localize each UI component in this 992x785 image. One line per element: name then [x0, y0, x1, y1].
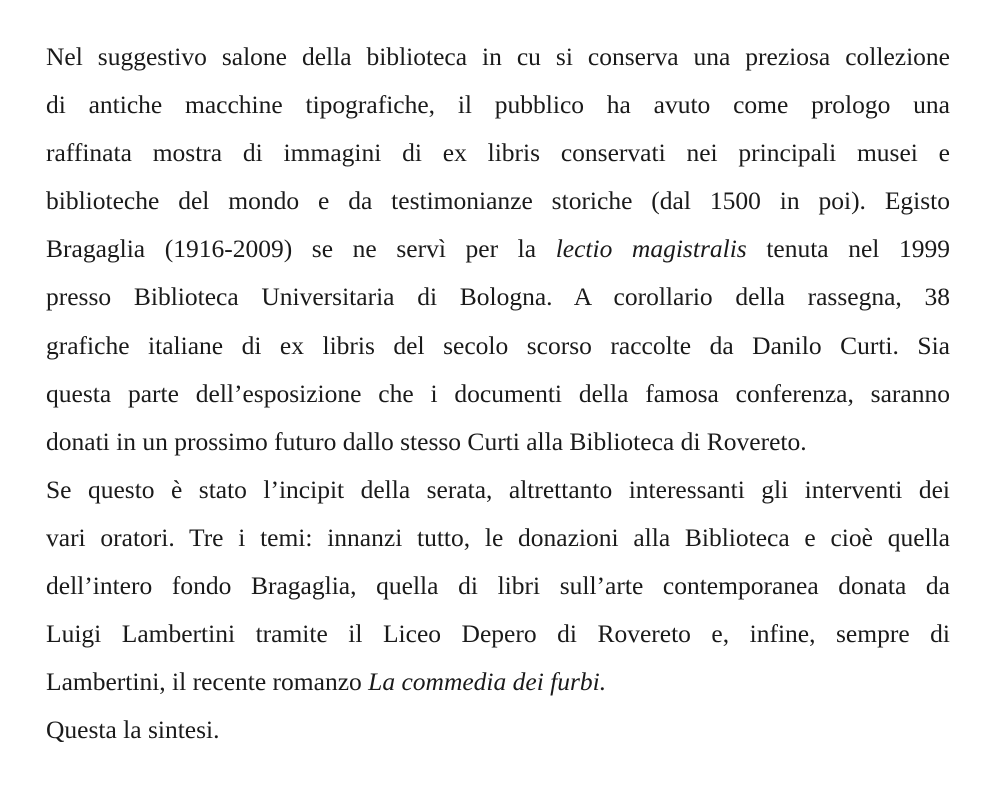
text-line	[46, 129, 950, 177]
text-line	[46, 610, 950, 658]
text-line	[46, 81, 950, 129]
body-text	[46, 33, 950, 754]
text-segment: Questa la sintesi.	[46, 715, 220, 745]
text-line	[46, 177, 950, 225]
text-segment: Luigi Lambertini tramite il Liceo Depero di Rovereto e, infine, sempre di	[46, 619, 950, 649]
text-segment: Lambertini, il recente romanzo	[46, 667, 369, 697]
text-line	[46, 225, 950, 273]
text-segment: Se questo è stato l’incipit della serata, altrettanto interessanti gli interventi dei	[46, 474, 950, 504]
text-segment: biblioteche del mondo e da testimonianze storiche (dal 1500 in poi). Egisto	[46, 186, 950, 216]
text-line	[46, 658, 950, 706]
text-line	[46, 562, 950, 610]
text-line	[46, 514, 950, 562]
italic-text: lectio magistralis	[555, 234, 747, 264]
text-segment: vari oratori. Tre i temi: innanzi tutto, le donazioni alla Biblioteca e cioè quella	[46, 522, 950, 552]
text-line	[46, 33, 950, 81]
text-line	[46, 370, 950, 418]
text-segment: Bragaglia (1916-2009) se ne servì per la	[46, 234, 556, 264]
text-segment: di antiche macchine tipografiche, il pubblico ha avuto come prologo una	[46, 90, 950, 120]
paragraph	[46, 33, 950, 466]
text-segment: grafiche italiane di ex libris del secolo scorso raccolte da Danilo Curti. Sia	[46, 330, 950, 360]
text-segment: questa parte dell’esposizione che i documenti della famosa conferenza, saranno	[46, 378, 950, 408]
paragraph	[46, 466, 950, 706]
text-segment: presso Biblioteca Universitaria di Bologna. A corollario della rassegna, 38	[46, 282, 950, 312]
paragraph	[46, 706, 950, 754]
text-line	[46, 273, 950, 321]
text-line	[46, 706, 950, 754]
italic-text: La commedia dei furbi.	[368, 667, 607, 697]
text-segment: dell’intero fondo Bragaglia, quella di libri sull’arte contemporanea donata da	[46, 571, 950, 601]
text-segment: Nel suggestivo salone della biblioteca in cu si conserva una preziosa collezione	[46, 42, 950, 71]
text-segment: tenuta nel 1999	[746, 234, 950, 264]
text-line	[46, 322, 950, 370]
text-segment: donati in un prossimo futuro dallo stesso Curti alla Biblioteca di Rovereto.	[46, 426, 807, 456]
text-segment: raffinata mostra di immagini di ex libris conservati nei principali musei e	[46, 138, 950, 168]
text-line	[46, 418, 950, 466]
text-line	[46, 466, 950, 514]
